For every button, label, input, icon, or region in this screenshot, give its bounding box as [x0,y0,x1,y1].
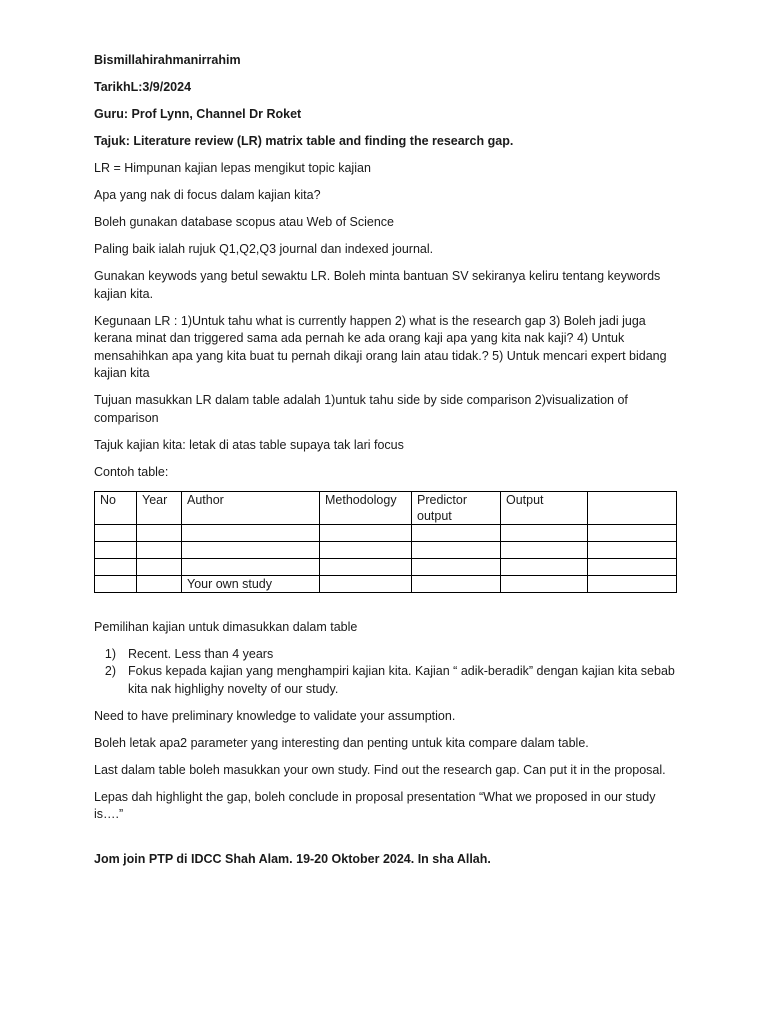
date-line: TarikhL:3/9/2024 [94,80,192,94]
paragraph-keywords: Gunakan keywods yang betul sewaktu LR. Boleh minta bantuan SV sekiranya keliru tentang keywords kajian kita. [94,269,661,301]
table-row [95,541,677,558]
table-cell [412,541,501,558]
table-cell [137,524,182,541]
selection-list [94,646,679,699]
paragraph-database: Boleh gunakan database scopus atau Web of Science [94,215,394,229]
list-item-number: 2) [104,664,116,678]
footer-invitation: Jom join PTP di IDCC Shah Alam. 19-20 Oktober 2024. In sha Allah. [94,851,491,866]
table-cell [412,524,501,541]
table-row-own-study [95,575,677,592]
table-cell [137,541,182,558]
table-cell [95,524,137,541]
header-cell-blank [588,491,677,524]
table-cell [588,541,677,558]
table-cell [137,558,182,575]
table-cell [501,575,588,592]
greeting: Bismillahirahmanirrahim [94,53,241,67]
paragraph-title-placement: Tajuk kajian kita: letak di atas table supaya tak lari focus [94,437,404,452]
table-cell [501,558,588,575]
list-item-text: Fokus kepada kajian yang menghampiri kajian kita. Kajian “ adik-beradik” dengan kajian kita sebab kita nak highlighy novelty of our study. [128,664,675,696]
paragraph-lr-definition: LR = Himpunan kajian lepas mengikut topic kajian [94,161,371,175]
table-cell [95,558,137,575]
table-cell [182,541,320,558]
paragraph-uses: Kegunaan LR : 1)Untuk tahu what is currently happen 2) what is the research gap 3) Boleh jadi juga kerana minat dan triggered sama ada pernah ke ada orang kaji apa yang kita nak kaji? 4) Untuk mensahihkan apa yang kita buat tu pernah dikaji orang lain atau tidak.? 5) Untuk mencari expert bidang kajian kita [94,313,667,380]
teacher-line: Guru: Prof Lynn, Channel Dr Roket [94,107,302,121]
list-item [94,646,679,664]
table-row [95,524,677,541]
table-cell [95,575,137,592]
table-cell [588,575,677,592]
table-cell [412,558,501,575]
list-item-text: Recent. Less than 4 years [128,646,274,661]
paragraph-own-study: Last dalam table boleh masukkan your own study. Find out the research gap. Can put it in the proposal. [94,762,666,777]
table-cell [320,575,412,592]
table-cell [320,558,412,575]
table-cell [320,541,412,558]
paragraph-parameters: Boleh letak apa2 parameter yang interesting dan penting untuk kita compare dalam table. [94,735,589,750]
paragraph-preliminary-knowledge: Need to have preliminary knowledge to validate your assumption. [94,708,456,723]
header-cell-year: Year [137,491,182,524]
lr-matrix-table [94,491,677,593]
topic-line: Tajuk: Literature review (LR) matrix table and finding the research gap. [94,134,514,148]
paragraph-journal: Paling baik ialah rujuk Q1,Q2,Q3 journal dan indexed journal. [94,242,434,256]
header-cell-no: No [95,491,137,524]
header-cell-output: Output [501,491,588,524]
table-row [95,558,677,575]
table-cell [501,524,588,541]
table-cell [412,575,501,592]
table-cell [137,575,182,592]
list-item [94,663,679,698]
paragraph-example-label: Contoh table: [94,464,169,479]
selection-intro: Pemilihan kajian untuk dimasukkan dalam table [94,619,358,634]
table-header-row [95,491,677,524]
header-cell-predictor-output: Predictor output [412,491,501,524]
header-cell-author: Author [182,491,320,524]
table-cell [501,541,588,558]
document-page [94,52,679,878]
paragraph-focus-question: Apa yang nak di focus dalam kajian kita? [94,188,321,202]
table-cell [182,558,320,575]
table-cell-own-study: Your own study [182,575,320,592]
table-cell [588,524,677,541]
table-cell [588,558,677,575]
list-item-number: 1) [104,646,116,661]
paragraph-conclude: Lepas dah highlight the gap, boleh conclude in proposal presentation “What we proposed in our study is….” [94,789,656,821]
table-cell [95,541,137,558]
table-cell [320,524,412,541]
header-cell-methodology: Methodology [320,491,412,524]
paragraph-purpose: Tujuan masukkan LR dalam table adalah 1)untuk tahu side by side comparison 2)visualization of comparison [94,393,628,425]
table-cell [182,524,320,541]
